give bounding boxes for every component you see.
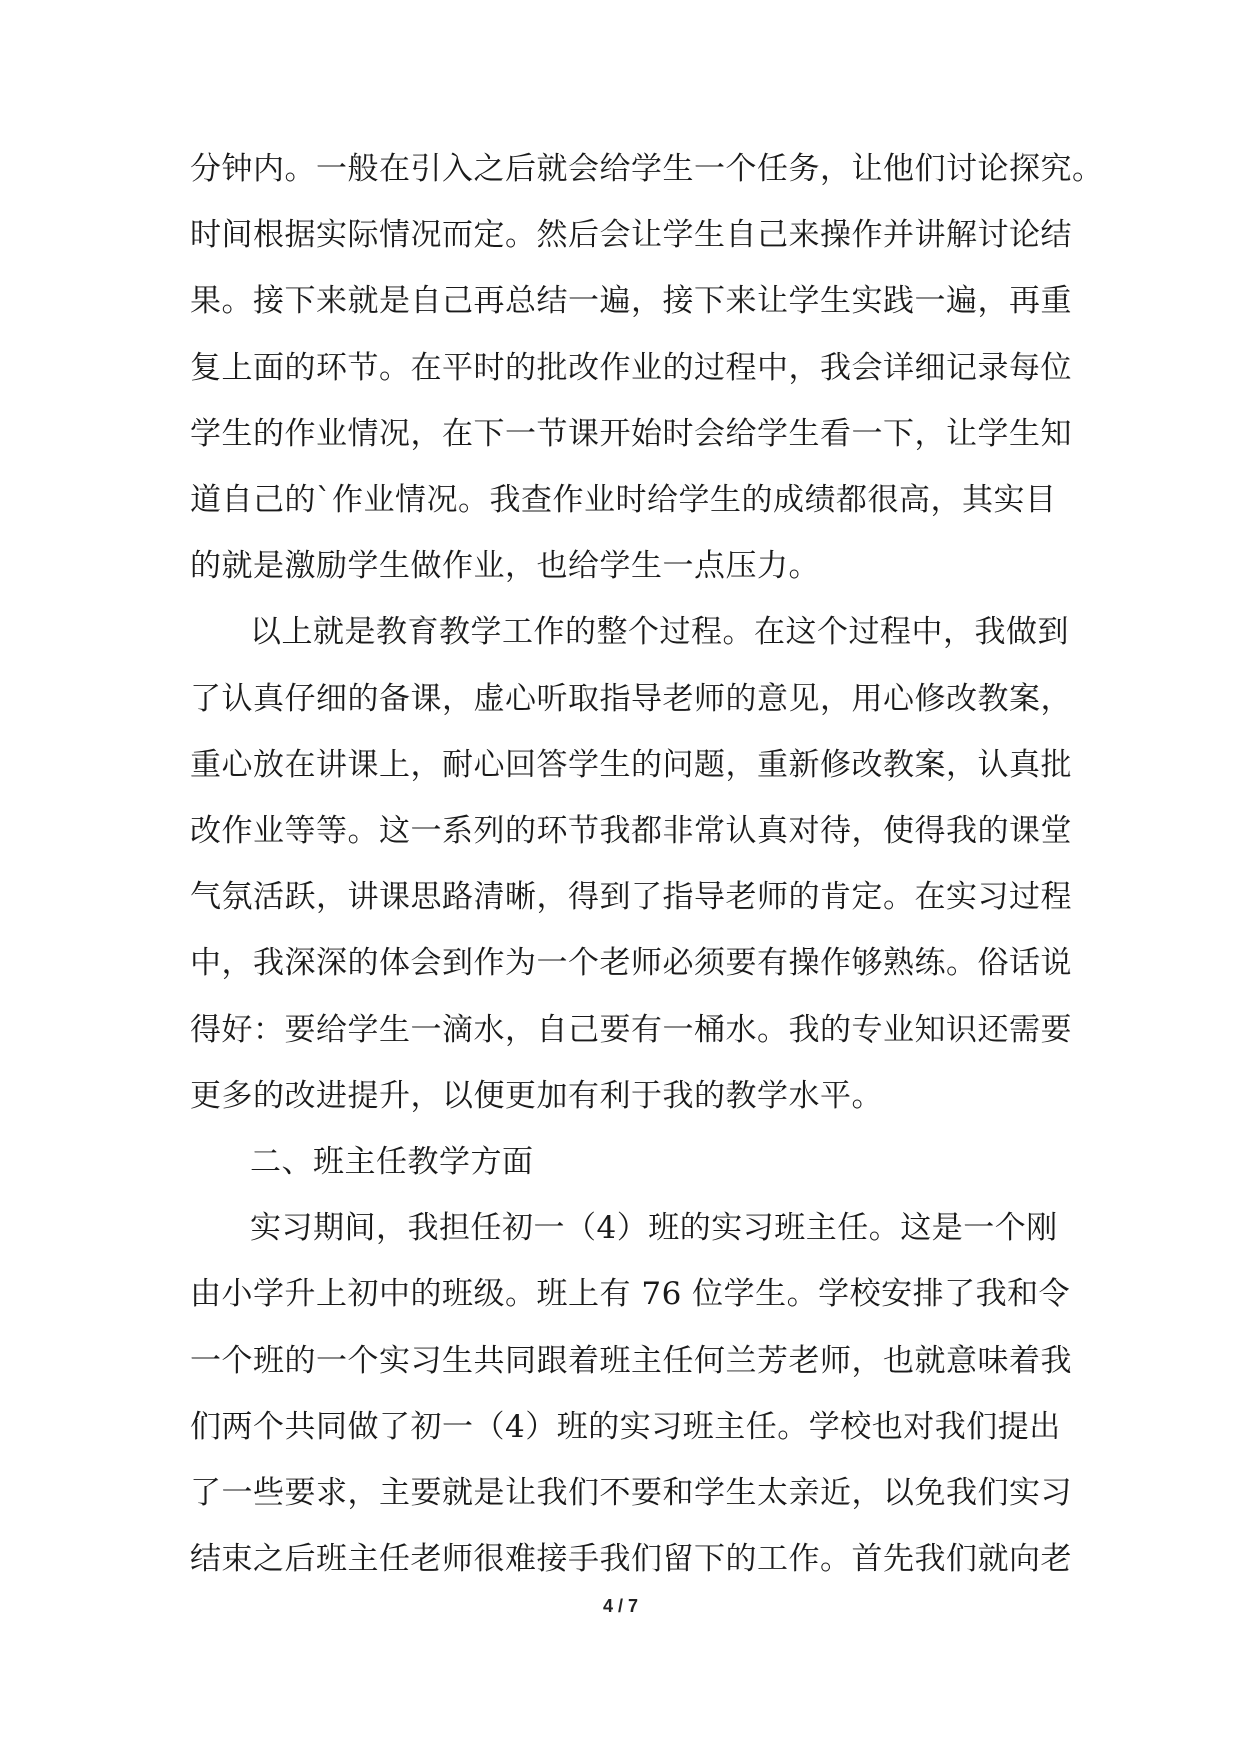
- body-text-line: 结束之后班主任老师很难接手我们留下的工作。首先我们就向老: [190, 1541, 1072, 1577]
- body-text-line: 气氛活跃，讲课思路清晰，得到了指导老师的肯定。在实习过程: [190, 879, 1072, 915]
- body-text-line: 们两个共同做了初一（4）班的实习班主任。学校也对我们提出: [190, 1409, 1061, 1445]
- body-text-line: 一个班的一个实习生共同跟着班主任何兰芳老师，也就意味着我: [190, 1343, 1072, 1379]
- body-text-line: 改作业等等。这一系列的环节我都非常认真对待，使得我的课堂: [190, 813, 1072, 849]
- body-text-line: 学生的作业情况，在下一节课开始时会给学生看一下，让学生知: [190, 416, 1072, 452]
- section-heading: 二、班主任教学方面: [250, 1144, 534, 1180]
- body-text-line: 重心放在讲课上，耐心回答学生的问题，重新修改教案，认真批: [190, 747, 1072, 783]
- body-text-line: 了一些要求，主要就是让我们不要和学生太亲近，以免我们实习: [190, 1475, 1072, 1511]
- body-text-line: 更多的改进提升，以便更加有利于我的教学水平。: [190, 1078, 883, 1114]
- body-text-line: 分钟内。一般在引入之后就会给学生一个任务，让他们讨论探究。: [190, 151, 1104, 187]
- body-text-line: 道自己的`作业情况。我查作业时给学生的成绩都很高，其实目: [190, 482, 1057, 518]
- body-text-line: 复上面的环节。在平时的批改作业的过程中，我会详细记录每位: [190, 350, 1072, 386]
- body-text-line: 果。接下来就是自己再总结一遍，接下来让学生实践一遍，再重: [190, 283, 1072, 319]
- page-number: 4 / 7: [602, 1596, 639, 1616]
- body-text-line: 得好：要给学生一滴水，自己要有一桶水。我的专业知识还需要: [190, 1012, 1072, 1048]
- body-text-line: 时间根据实际情况而定。然后会让学生自己来操作并讲解讨论结: [190, 217, 1072, 253]
- body-text-line: 中，我深深的体会到作为一个老师必须要有操作够熟练。俗话说: [190, 945, 1072, 981]
- body-text-line: 的就是激励学生做作业，也给学生一点压力。: [190, 548, 820, 584]
- body-text-line: 由小学升上初中的班级。班上有 76 位学生。学校安排了我和令: [190, 1276, 1071, 1312]
- body-text-line: 了认真仔细的备课，虚心听取指导老师的意见，用心修改教案，: [190, 681, 1072, 717]
- paragraph-first-line: 以上就是教育教学工作的整个过程。在这个过程中，我做到: [250, 614, 1069, 650]
- paragraph-first-line: 实习期间，我担任初一（4）班的实习班主任。这是一个刚: [250, 1210, 1058, 1246]
